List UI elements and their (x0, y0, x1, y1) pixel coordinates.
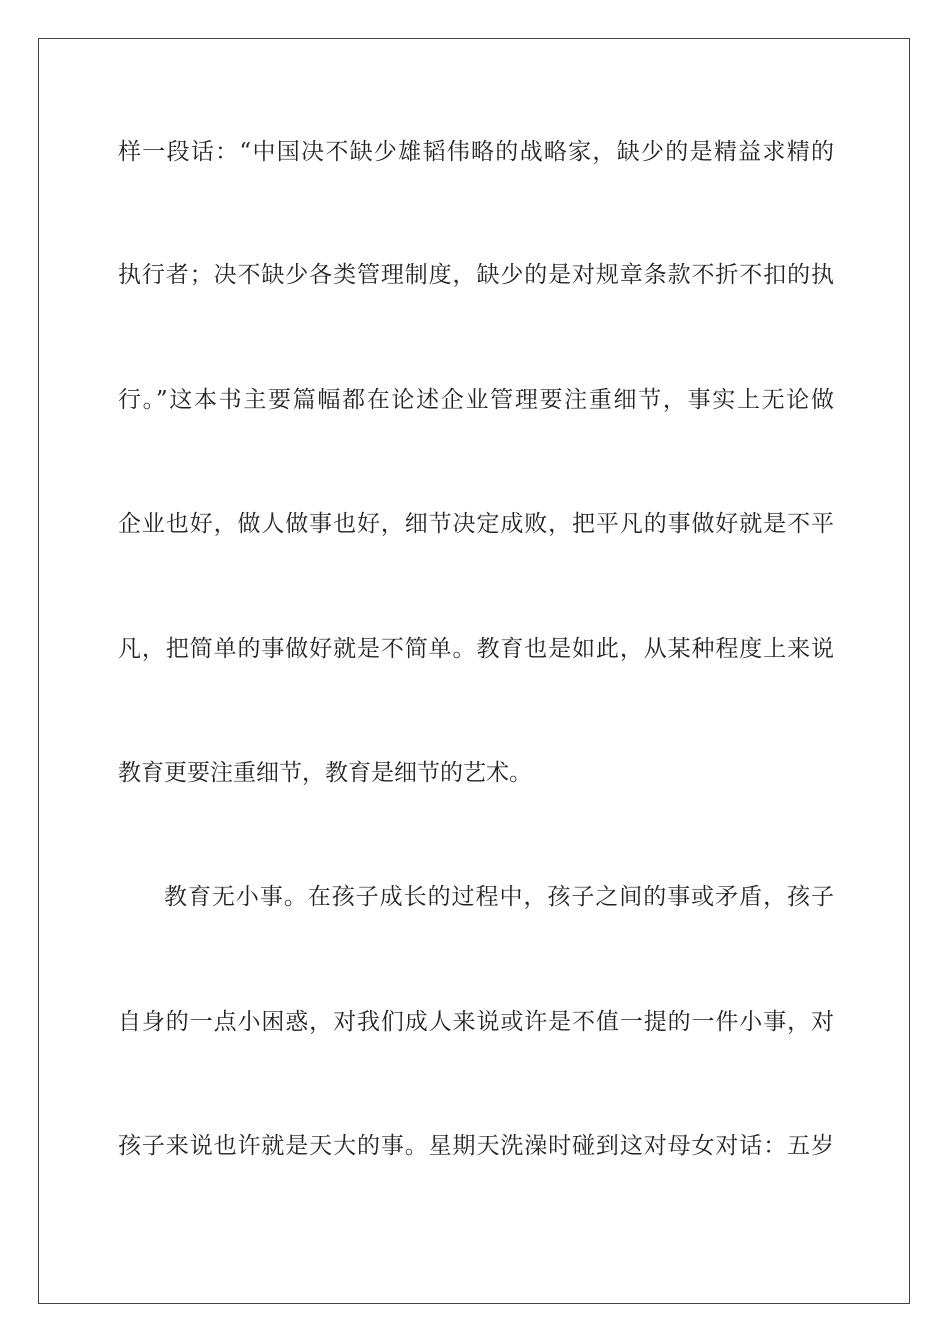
text-line-3: 行。”这本书主要篇幅都在论述企业管理要注重细节，事实上无论做 (118, 387, 834, 413)
text-line-2: 执行者；决不缺少各类管理制度，缺少的是对规章条款不折不扣的执 (118, 262, 834, 288)
text-line-4: 企业也好，做人做事也好，细节决定成败，把平凡的事做好就是不平 (118, 511, 834, 537)
page-border (38, 38, 910, 1304)
text-line-5: 凡，把简单的事做好就是不简单。教育也是如此，从某种程度上来说 (118, 636, 834, 662)
text-line-9: 孩子来说也许就是天大的事。星期天洗澡时碰到这对母女对话：五岁 (118, 1133, 834, 1159)
text-line-6: 教育更要注重细节，教育是细节的艺术。 (118, 760, 532, 786)
text-line-1: 样一段话：“中国决不缺少雄韬伟略的战略家，缺少的是精益求精的 (118, 139, 834, 165)
text-line-8: 自身的一点小困惑，对我们成人来说或许是不值一提的一件小事，对 (118, 1009, 834, 1035)
text-line-7: 教育无小事。在孩子成长的过程中，孩子之间的事或矛盾，孩子 (164, 884, 834, 910)
